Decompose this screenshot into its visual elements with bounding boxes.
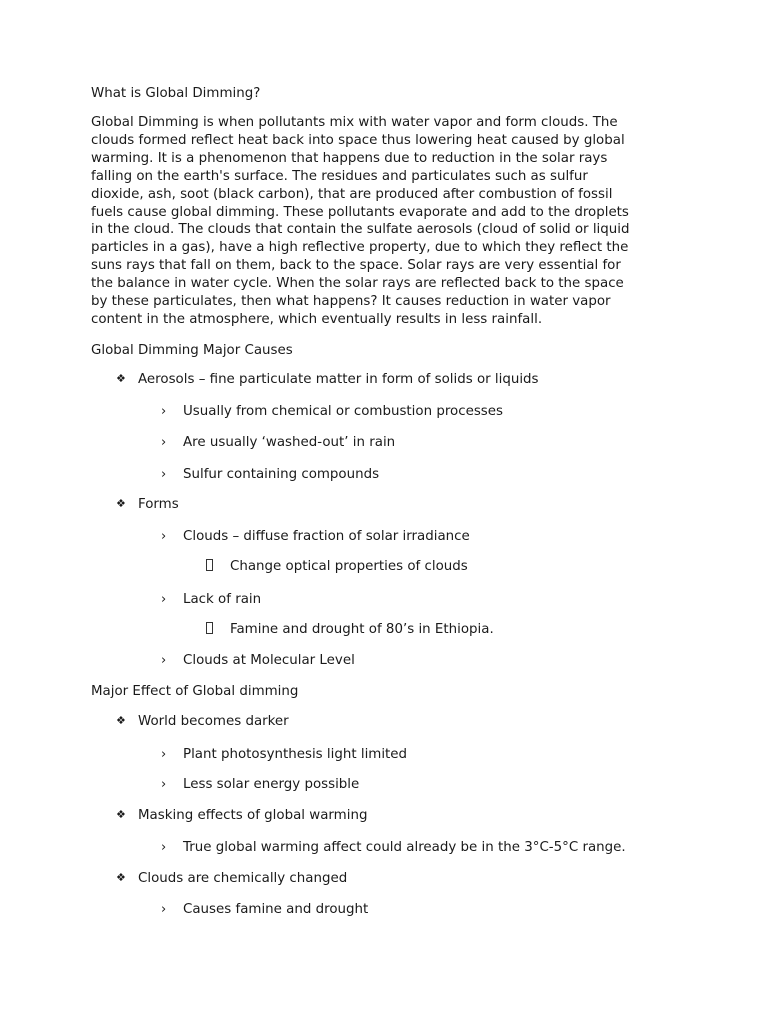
chevron-bullet-icon: › <box>161 902 167 917</box>
list-item-text: Change optical properties of clouds <box>230 559 468 574</box>
list-item <box>116 807 367 825</box>
list-item <box>116 713 289 731</box>
diamond-bullet-icon: ❖ <box>116 372 126 385</box>
list-item <box>161 839 626 857</box>
list-item-text: True global warming affect could already be in the 3°C-5°C range. <box>183 840 626 855</box>
chevron-bullet-icon: › <box>161 747 167 762</box>
chevron-bullet-icon: › <box>161 840 167 855</box>
list-item <box>161 591 261 609</box>
list-item-text: Are usually ‘washed-out’ in rain <box>183 435 396 450</box>
chevron-bullet-icon: › <box>161 529 167 544</box>
diamond-bullet-icon: ❖ <box>116 808 126 821</box>
list-item-text: World becomes darker <box>138 714 289 729</box>
section-heading-causes: Global Dimming Major Causes <box>91 343 293 358</box>
intro-paragraph: Global Dimming is when pollutants mix with water vapor and form clouds. The clouds formed reflect heat back into space thus lowering heat caused by global warming. It is a phenomenon that happens due to reduction in the solar rays falling on the earth's surface. The residues and particulates such as sulfur dioxide, ash, soot (black carbon), that are produced after combustion of fossil fuels cause global dimming. These pollutants evaporate and add to the droplets in the cloud. The clouds that contain the sulfate aerosols (cloud of solid or liquid particles in a gas), have a high reflective property, due to which they reflect the suns rays that fall on them, back to the space. Solar rays are very essential for the balance in water cycle. When the solar rays are reflected back to the space by these particulates, then what happens? It causes reduction in water vapor content in the atmosphere, which eventually results in less rainfall. <box>91 115 630 327</box>
list-item-text: Clouds are chemically changed <box>138 871 348 886</box>
list-item-text: Famine and drought of 80’s in Ethiopia. <box>230 622 494 637</box>
diamond-bullet-icon: ❖ <box>116 497 126 510</box>
diamond-bullet-icon: ❖ <box>116 871 126 884</box>
list-item-text: Causes famine and drought <box>183 902 369 917</box>
diamond-bullet-icon: ❖ <box>116 714 126 727</box>
list-item <box>161 652 355 670</box>
square-bullet-icon <box>206 621 230 639</box>
chevron-bullet-icon: › <box>161 777 167 792</box>
chevron-bullet-icon: › <box>161 404 167 419</box>
section-heading-effects: Major Effect of Global dimming <box>91 684 299 699</box>
list-item <box>161 434 395 452</box>
list-item-text: Usually from chemical or combustion processes <box>183 404 504 419</box>
list-item <box>206 558 468 576</box>
list-item <box>161 776 359 794</box>
list-item-text: Lack of rain <box>183 592 262 607</box>
list-item-text: Sulfur containing compounds <box>183 467 380 482</box>
page-title: What is Global Dimming? <box>91 86 261 101</box>
list-item-text: Plant photosynthesis light limited <box>183 747 408 762</box>
list-item-text: Clouds at Molecular Level <box>183 653 355 668</box>
list-item <box>161 528 470 546</box>
list-item <box>161 901 368 919</box>
list-item <box>161 466 379 484</box>
list-item <box>116 496 179 514</box>
list-item <box>116 371 539 389</box>
list-item-text: Masking effects of global warming <box>138 808 368 823</box>
list-item <box>116 870 347 888</box>
list-item-text: Aerosols – fine particulate matter in form of solids or liquids <box>138 372 539 387</box>
list-item-text: Less solar energy possible <box>183 777 360 792</box>
list-item <box>206 621 494 639</box>
list-item <box>161 746 407 764</box>
chevron-bullet-icon: › <box>161 435 167 450</box>
chevron-bullet-icon: › <box>161 467 167 482</box>
list-item <box>161 403 503 421</box>
chevron-bullet-icon: › <box>161 592 167 607</box>
chevron-bullet-icon: › <box>161 653 167 668</box>
list-item-text: Clouds – diffuse fraction of solar irradiance <box>183 529 470 544</box>
square-bullet-icon <box>206 558 230 576</box>
list-item-text: Forms <box>138 497 179 512</box>
